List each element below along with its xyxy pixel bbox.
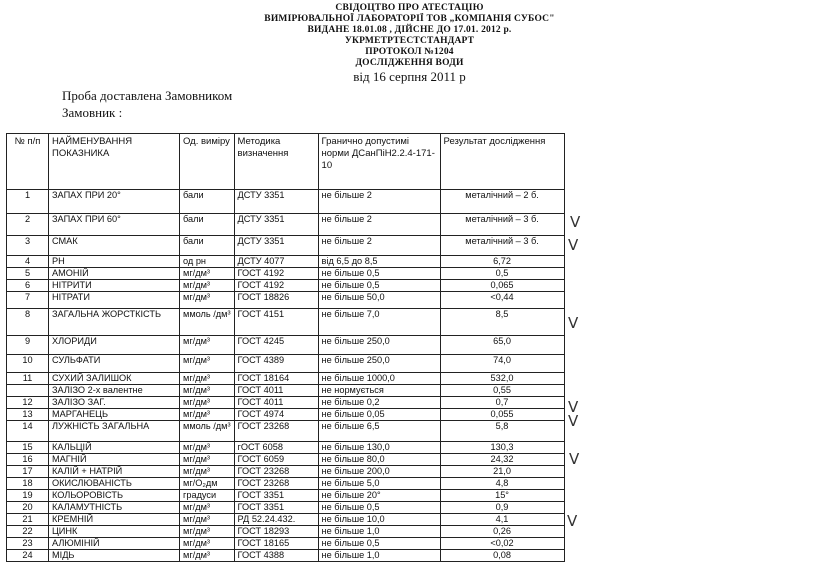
row-method: ГОСТ 18164 (234, 373, 318, 385)
table-row (7, 355, 565, 373)
row-result: 24,32 (440, 454, 564, 466)
row-norm: від 6,5 до 8,5 (318, 256, 440, 268)
check-mark: V (570, 213, 581, 231)
check-mark: V (568, 412, 579, 430)
row-norm: не більше 0,2 (318, 397, 440, 409)
row-result: 0,065 (440, 280, 564, 292)
row-norm: не нормується (318, 385, 440, 397)
row-indicator-name: ЗАЛІЗО 2-х валентне (49, 385, 180, 397)
header-line-6: ДОСЛІДЖЕННЯ ВОДИ (355, 58, 464, 68)
row-indicator-name: АЛЮМІНІЙ (49, 538, 180, 550)
row-result: 65,0 (440, 336, 564, 355)
row-result: 4,1 (440, 514, 564, 526)
row-norm: не більше 0,5 (318, 268, 440, 280)
row-unit: мг/дм³ (180, 280, 235, 292)
row-indicator-name: PH (49, 256, 180, 268)
row-method: ГОСТ 23268 (234, 478, 318, 490)
row-unit: мг/дм³ (180, 397, 235, 409)
row-number: 1 (7, 190, 49, 214)
row-method: ДСТУ 4077 (234, 256, 318, 268)
row-result: металічний – 3 б. (440, 236, 564, 256)
customer-label: Замовник : (62, 105, 123, 120)
row-norm: не більше 1000,0 (318, 373, 440, 385)
row-method: ГОСТ 3351 (234, 502, 318, 514)
table-row (7, 373, 565, 385)
row-number: 13 (7, 409, 49, 421)
row-unit: градуси (180, 490, 235, 502)
row-result: 130,3 (440, 442, 564, 454)
row-result: 0,5 (440, 268, 564, 280)
row-result: 74,0 (440, 355, 564, 373)
check-mark: V (568, 314, 579, 332)
table-row (7, 538, 565, 550)
row-norm: не більше 20° (318, 490, 440, 502)
row-result: металічний – 2 б. (440, 190, 564, 214)
row-result: 8,5 (440, 309, 564, 336)
row-norm: не більше 1,0 (318, 550, 440, 562)
sample-note: Проба доставлена Замовником (62, 88, 233, 103)
row-unit: мг/дм³ (180, 336, 235, 355)
row-result: 6,72 (440, 256, 564, 268)
row-norm: не більше 0,5 (318, 280, 440, 292)
row-number: 3 (7, 236, 49, 256)
check-mark: V (568, 398, 579, 416)
row-indicator-name: КОЛЬОРОВІСТЬ (49, 490, 180, 502)
row-unit: бали (180, 214, 235, 236)
row-number: 5 (7, 268, 49, 280)
row-number: 9 (7, 336, 49, 355)
row-unit: мг/дм³ (180, 373, 235, 385)
row-method: ГОСТ 4011 (234, 397, 318, 409)
table-row (7, 214, 565, 236)
row-norm: не більше 2 (318, 214, 440, 236)
row-number: 10 (7, 355, 49, 373)
row-unit: мг/О₂дм (180, 478, 235, 490)
row-unit: мг/дм³ (180, 550, 235, 562)
row-indicator-name: СМАК (49, 236, 180, 256)
row-norm: не більше 250,0 (318, 336, 440, 355)
row-unit: ммоль /дм³ (180, 421, 235, 442)
row-unit: бали (180, 190, 235, 214)
col-header-method: Методика визначення (234, 134, 318, 190)
row-result: 15° (440, 490, 564, 502)
row-method: ГОСТ 18826 (234, 292, 318, 309)
table-row (7, 490, 565, 502)
row-method: гОСТ 6058 (234, 442, 318, 454)
row-indicator-name: ЦИНК (49, 526, 180, 538)
row-method: ГОСТ 4192 (234, 268, 318, 280)
row-result: 5,8 (440, 421, 564, 442)
table-row (7, 526, 565, 538)
row-indicator-name: КАЛАМУТНІСТЬ (49, 502, 180, 514)
table-row (7, 292, 565, 309)
row-method: ДСТУ 3351 (234, 190, 318, 214)
row-method: ДСТУ 3351 (234, 214, 318, 236)
col-header-norm: Гранично допустимі норми ДСанПіН2.2.4-171-10 (318, 134, 440, 190)
row-norm: не більше 250,0 (318, 355, 440, 373)
row-norm: не більше 1,0 (318, 526, 440, 538)
row-number: 2 (7, 214, 49, 236)
row-norm: не більше 0,5 (318, 502, 440, 514)
table-row (7, 454, 565, 466)
row-method: ГОСТ 23268 (234, 466, 318, 478)
table-row (7, 280, 565, 292)
row-norm: не більше 7,0 (318, 309, 440, 336)
row-method: ГОСТ 18293 (234, 526, 318, 538)
row-result: 4,8 (440, 478, 564, 490)
row-method: РД 52.24.432. (234, 514, 318, 526)
row-unit: мг/дм³ (180, 442, 235, 454)
table-row (7, 514, 565, 526)
row-method: ГОСТ 23268 (234, 421, 318, 442)
row-indicator-name: КРЕМНІЙ (49, 514, 180, 526)
row-indicator-name: СУЛЬФАТИ (49, 355, 180, 373)
row-unit: мг/дм³ (180, 502, 235, 514)
row-unit: мг/дм³ (180, 538, 235, 550)
row-unit: бали (180, 236, 235, 256)
row-norm: не більше 2 (318, 236, 440, 256)
row-unit: мг/дм³ (180, 292, 235, 309)
row-unit: мг/дм³ (180, 454, 235, 466)
row-indicator-name: ОКИСЛЮВАНІСТЬ (49, 478, 180, 490)
row-number: 24 (7, 550, 49, 562)
col-header-number: № п/п (7, 134, 49, 190)
row-number: 15 (7, 442, 49, 454)
row-indicator-name: ЗАГАЛЬНА ЖОРСТКІСТЬ (49, 309, 180, 336)
row-method: ГОСТ 6059 (234, 454, 318, 466)
col-header-name: НАЙМЕНУВАННЯ ПОКАЗНИКА (49, 134, 180, 190)
row-number: 8 (7, 309, 49, 336)
row-norm: не більше 2 (318, 190, 440, 214)
row-number: 19 (7, 490, 49, 502)
row-method: ГОСТ 4011 (234, 385, 318, 397)
row-number: 18 (7, 478, 49, 490)
row-number: 4 (7, 256, 49, 268)
table-row (7, 268, 565, 280)
row-indicator-name: ЗАЛІЗО ЗАГ. (49, 397, 180, 409)
row-norm: не більше 0,05 (318, 409, 440, 421)
row-result: 0,055 (440, 409, 564, 421)
table-row (7, 256, 565, 268)
table-row (7, 309, 565, 336)
certificate-header (0, 3, 819, 84)
row-method: ГОСТ 3351 (234, 490, 318, 502)
row-norm: не більше 5,0 (318, 478, 440, 490)
table-row (7, 236, 565, 256)
header-line-2: ВИМІРЮВАЛЬНОЇ ЛАБОРАТОРІЇ ТОВ „КОМПАНІЯ СУБОС" (264, 14, 555, 24)
row-unit: мг/дм³ (180, 409, 235, 421)
row-number: 22 (7, 526, 49, 538)
row-unit: од рн (180, 256, 235, 268)
row-unit: мг/дм³ (180, 526, 235, 538)
row-unit: мг/дм³ (180, 268, 235, 280)
row-unit: мг/дм³ (180, 514, 235, 526)
row-result: 0,9 (440, 502, 564, 514)
row-number: 16 (7, 454, 49, 466)
row-number: 21 (7, 514, 49, 526)
table-row (7, 190, 565, 214)
results-table (6, 133, 565, 562)
col-header-result: Результат дослідження (440, 134, 564, 190)
row-indicator-name: ЗАПАХ ПРИ 20° (49, 190, 180, 214)
row-method: ГОСТ 4245 (234, 336, 318, 355)
row-indicator-name: КАЛІЙ + НАТРІЙ (49, 466, 180, 478)
table-row (7, 466, 565, 478)
row-result: 21,0 (440, 466, 564, 478)
header-line-1: СВІДОЦТВО ПРО АТЕСТАЦІЮ (335, 3, 484, 13)
table-row (7, 550, 565, 562)
row-result: металічний – 3 б. (440, 214, 564, 236)
row-norm: не більше 0,5 (318, 538, 440, 550)
row-indicator-name: ЗАПАХ ПРИ 60° (49, 214, 180, 236)
row-number: 6 (7, 280, 49, 292)
table-header-row (7, 134, 565, 190)
row-indicator-name: МАРГАНЕЦЬ (49, 409, 180, 421)
row-number: 14 (7, 421, 49, 442)
row-result: 0,55 (440, 385, 564, 397)
row-method: ГОСТ 18165 (234, 538, 318, 550)
row-number: 11 (7, 373, 49, 385)
row-indicator-name: НІТРИТИ (49, 280, 180, 292)
row-result: 0,08 (440, 550, 564, 562)
row-unit: мг/дм³ (180, 355, 235, 373)
header-line-5: ПРОТОКОЛ №1204 (365, 47, 454, 57)
row-norm: не більше 80,0 (318, 454, 440, 466)
row-norm: не більше 50,0 (318, 292, 440, 309)
table-row (7, 397, 565, 409)
table-row (7, 336, 565, 355)
table-row (7, 502, 565, 514)
row-method: ГОСТ 4151 (234, 309, 318, 336)
row-indicator-name: МАГНІЙ (49, 454, 180, 466)
row-method: ГОСТ 4389 (234, 355, 318, 373)
header-line-4: УКРМЕТРТЕСТСТАНДАРТ (344, 36, 475, 46)
table-row (7, 478, 565, 490)
col-header-unit: Од. виміру (180, 134, 235, 190)
row-number: 7 (7, 292, 49, 309)
row-indicator-name: МІДЬ (49, 550, 180, 562)
row-number: 20 (7, 502, 49, 514)
row-indicator-name: СУХИЙ ЗАЛИШОК (49, 373, 180, 385)
row-result: <0,44 (440, 292, 564, 309)
row-method: ДСТУ 3351 (234, 236, 318, 256)
row-indicator-name: АМОНІЙ (49, 268, 180, 280)
row-number: 17 (7, 466, 49, 478)
row-indicator-name: ЛУЖНІСТЬ ЗАГАЛЬНА (49, 421, 180, 442)
row-unit: мг/дм³ (180, 385, 235, 397)
table-row (7, 385, 565, 397)
row-norm: не більше 6,5 (318, 421, 440, 442)
row-method: ГОСТ 4974 (234, 409, 318, 421)
row-norm: не більше 200,0 (318, 466, 440, 478)
row-method: ГОСТ 4388 (234, 550, 318, 562)
row-number: 12 (7, 397, 49, 409)
row-number (7, 385, 49, 397)
check-mark: V (568, 236, 579, 254)
row-result: 0,7 (440, 397, 564, 409)
row-number: 23 (7, 538, 49, 550)
row-norm: не більше 130,0 (318, 442, 440, 454)
header-line-3: ВИДАНЕ 18.01.08 , ДІЙСНЕ ДО 17.01. 2012 р. (307, 25, 512, 35)
row-indicator-name: НІТРАТИ (49, 292, 180, 309)
table-row (7, 409, 565, 421)
protocol-date: від 16 серпня 2011 р (353, 69, 466, 84)
row-indicator-name: КАЛЬЦІЙ (49, 442, 180, 454)
row-norm: не більше 10,0 (318, 514, 440, 526)
row-result: <0,02 (440, 538, 564, 550)
row-result: 532,0 (440, 373, 564, 385)
row-method: ГОСТ 4192 (234, 280, 318, 292)
check-mark: V (567, 512, 578, 530)
row-result: 0,26 (440, 526, 564, 538)
row-unit: мг/дм³ (180, 466, 235, 478)
row-indicator-name: ХЛОРИДИ (49, 336, 180, 355)
row-unit: ммоль /дм³ (180, 309, 235, 336)
check-mark: V (569, 450, 580, 468)
table-row (7, 442, 565, 454)
table-row (7, 421, 565, 442)
